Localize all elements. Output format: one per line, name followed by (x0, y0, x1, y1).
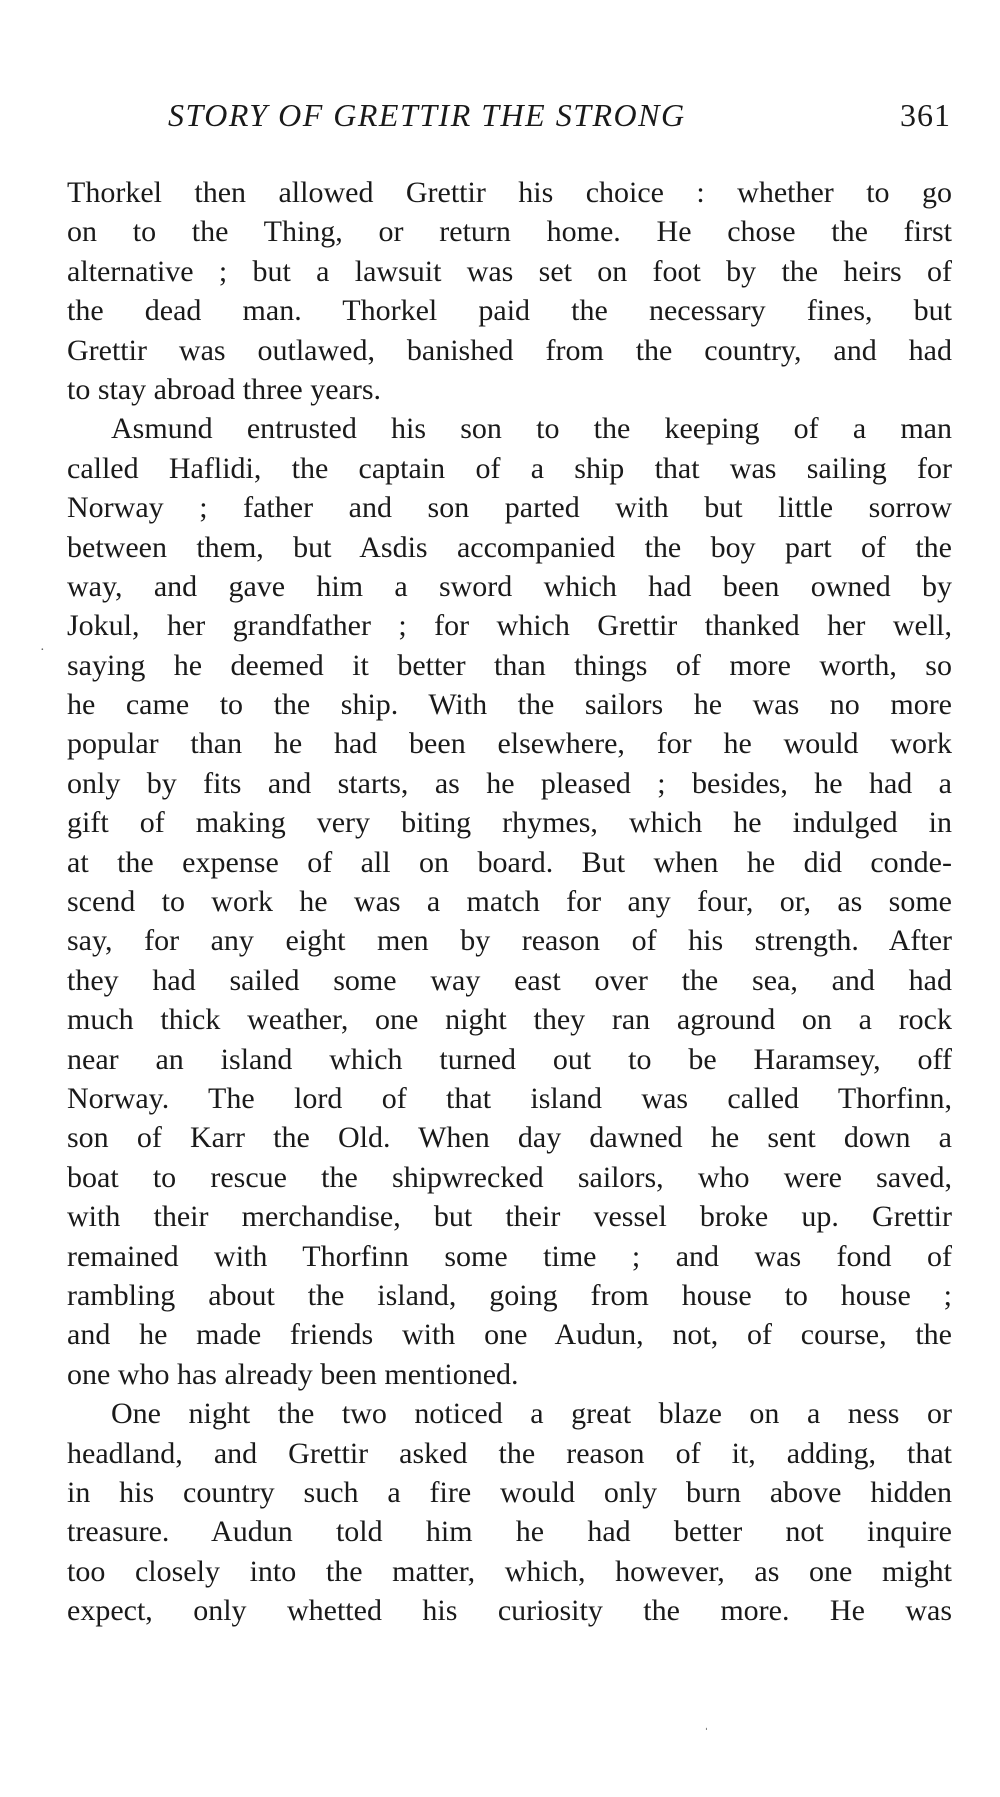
text-line: he came to the ship. With the sailors he was no more (67, 688, 952, 722)
text-line: rambling about the island, going from house to house ; (67, 1278, 952, 1312)
text-line: in his country such a fire would only burn above hidden (67, 1475, 952, 1509)
text-line: way, and gave him a sword which had been owned by (67, 569, 952, 603)
text-line: on to the Thing, or return home. He chose the first (67, 215, 952, 249)
page-number: 361 (900, 97, 951, 133)
paragraph-1 (67, 173, 952, 409)
text-line: alternative ; but a lawsuit was set on foot by the heirs of (67, 254, 952, 288)
text-line: son of Karr the Old. When day dawned he sent down a (67, 1121, 952, 1155)
text-line: they had sailed some way east over the sea, and had (67, 963, 952, 997)
text-line: scend to work he was a match for any four, or, as some (67, 885, 952, 919)
text-line: Jokul, her grandfather ; for which Grettir thanked her well, (67, 609, 952, 643)
text-line: called Haflidi, the captain of a ship that was sailing for (67, 451, 952, 485)
text-line: too closely into the matter, which, however, as one might (67, 1554, 952, 1588)
text-line: with their merchandise, but their vessel broke up. Grettir (67, 1200, 952, 1234)
text-line: between them, but Asdis accompanied the boy part of the (67, 530, 952, 564)
text-line: gift of making very biting rhymes, which he indulged in (67, 806, 952, 840)
text-line: Thorkel then allowed Grettir his choice : whether to go (67, 176, 952, 209)
text-line: to stay abroad three years. (67, 372, 382, 406)
text-line: saying he deemed it better than things of more worth, so (67, 648, 952, 682)
text-line: at the expense of all on board. But when he did conde- (67, 845, 952, 879)
text-line: Grettir was outlawed, banished from the country, and had (67, 333, 952, 367)
text-line: popular than he had been elsewhere, for he would work (67, 727, 952, 761)
text-line: say, for any eight men by reason of his strength. After (67, 924, 952, 958)
text-line: one who has already been mentioned. (67, 1357, 519, 1391)
text-line: headland, and Grettir asked the reason of it, adding, that (67, 1436, 952, 1470)
paragraph-3 (67, 1394, 952, 1630)
running-head (168, 97, 951, 141)
running-title: STORY OF GRETTIR THE STRONG (168, 97, 686, 133)
print-speck: ˌ (704, 1716, 709, 1731)
body-text (67, 173, 952, 1630)
text-line: only by fits and starts, as he pleased ; besides, he had a (67, 766, 952, 800)
text-line: treasure. Audun told him he had better not inquire (67, 1515, 952, 1549)
text-line: much thick weather, one night they ran aground on a rock (67, 1003, 952, 1037)
text-line: boat to rescue the shipwrecked sailors, who were saved, (67, 1160, 952, 1194)
text-line: and he made friends with one Audun, not, of course, the (67, 1318, 952, 1352)
text-line: Norway. The lord of that island was called Thorfinn, (67, 1081, 952, 1115)
text-line: near an island which turned out to be Haramsey, off (67, 1042, 952, 1076)
text-line: Asmund entrusted his son to the keeping of a man (111, 412, 952, 446)
text-line: Norway ; father and son parted with but little sorrow (67, 491, 952, 525)
text-line: remained with Thorfinn some time ; and was fond of (67, 1239, 952, 1273)
text-line: One night the two noticed a great blaze on a ness or (111, 1397, 952, 1431)
text-line: the dead man. Thorkel paid the necessary fines, but (67, 294, 952, 328)
paragraph-2 (67, 409, 952, 1394)
print-speck: · (40, 643, 45, 658)
text-line: expect, only whetted his curiosity the more. He was (67, 1594, 952, 1628)
